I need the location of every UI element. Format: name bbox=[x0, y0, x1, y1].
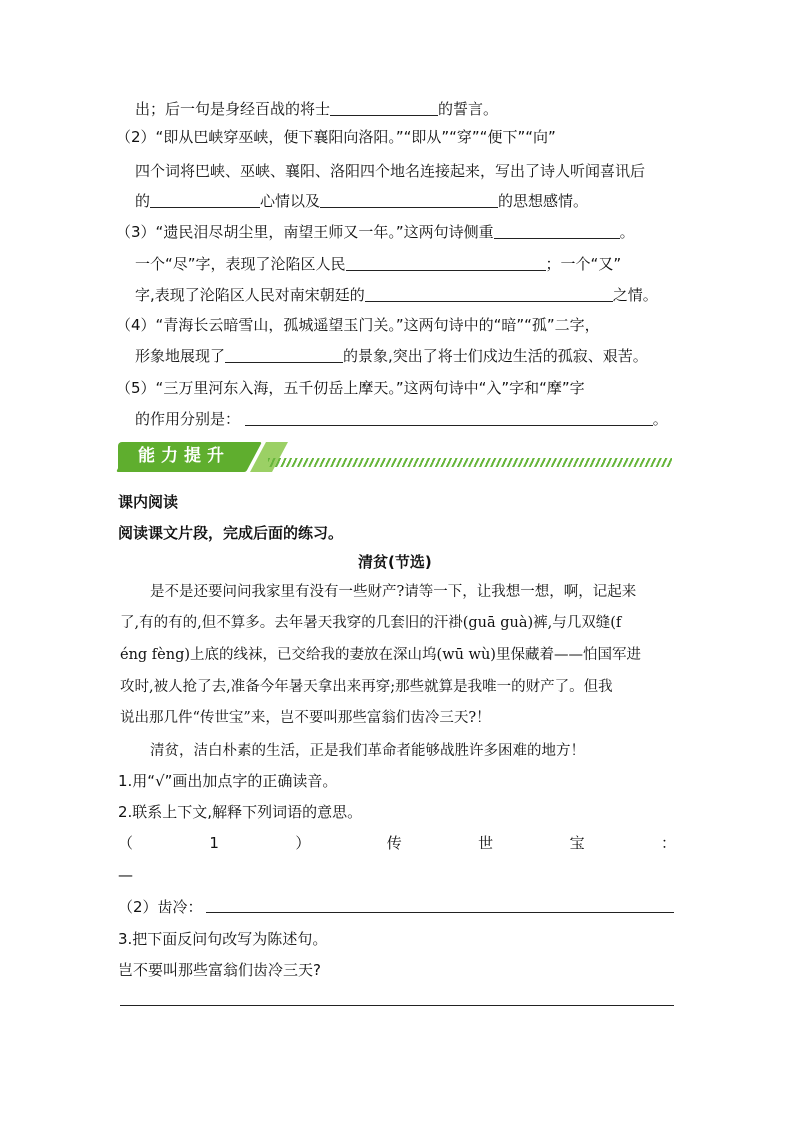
q2-line1: （2）“即从巴峡穿巫峡，便下襄阳向洛阳。”“即从”“穿”“便下”“向” bbox=[116, 128, 556, 146]
q5-line2: 的作用分别是： 。 bbox=[135, 410, 668, 428]
banner-hatch-decoration bbox=[268, 458, 672, 467]
passage-line: 攻时,被人抢了去,准备今年暑天拿出来再穿;那些就算是我唯一的财产了。但我 bbox=[120, 679, 613, 695]
exercise-2: 2.联系上下文,解释下列词语的意思。 bbox=[118, 803, 363, 821]
q3-line3: 字,表现了沦陷区人民对南宋朝廷的 之情。 bbox=[135, 286, 658, 304]
reading-section-heading: 课内阅读 bbox=[118, 493, 179, 511]
q3-line1: （3）“遗民泪尽胡尘里，南望王师又一年。”这两句诗侧重 。 bbox=[116, 223, 635, 241]
exercise-2-2: （2）齿冷： bbox=[118, 898, 203, 916]
passage-title: 清贫(节选) bbox=[358, 553, 432, 571]
exercise-3: 3.把下面反问句改写为陈述句。 bbox=[118, 930, 328, 948]
answer-blank[interactable] bbox=[320, 191, 498, 208]
answer-blank[interactable] bbox=[365, 285, 613, 302]
answer-blank[interactable] bbox=[494, 222, 620, 239]
answer-line[interactable] bbox=[206, 912, 674, 913]
passage-line: 了,有的有的,但不算多。去年暑天我穿的几套旧的汗褂(guā guà)裤,与几双缝(f bbox=[120, 615, 622, 631]
answer-blank[interactable] bbox=[245, 409, 653, 426]
section-title: 能力提升 bbox=[138, 446, 230, 466]
answer-blank[interactable] bbox=[346, 254, 546, 271]
answer-blank[interactable] bbox=[225, 346, 343, 363]
exercise-2-1-line: （ 1 ） 传 世 宝 ： bbox=[118, 834, 676, 852]
passage-line: 是不是还要问问我家里有没有一些财产?请等一下，让我想一想，啊，记起来 bbox=[150, 584, 637, 600]
q3-line2: 一个“尽”字，表现了沦陷区人民 ；一个“又” bbox=[135, 255, 622, 273]
passage-line: éng fèng)上底的线袜，已交给我的妻放在深山坞(wū wù)里保藏着——怕国军进 bbox=[120, 647, 641, 663]
q2-line2: 四个词将巴峡、巫峡、襄阳、洛阳四个地名连接起来，写出了诗人听闻喜讯后 bbox=[135, 162, 646, 180]
passage-line: 清贫，洁白朴素的生活，正是我们革命者能够战胜许多困难的地方！ bbox=[150, 743, 585, 759]
answer-line[interactable] bbox=[120, 1005, 674, 1006]
q-prev-line: 出；后一句是身经百战的将士 的誓言。 bbox=[135, 100, 499, 118]
q4-line1: （4）“青海长云暗雪山，孤城遥望玉门关。”这两句诗中的“暗”“孤”二字， bbox=[116, 316, 600, 334]
answer-blank[interactable] bbox=[150, 191, 260, 208]
exercise-1: 1.用“√”画出加点字的正确读音。 bbox=[118, 772, 338, 790]
q5-line1: （5）“三万里河东入海，五千仞岳上摩天。”这两句诗中“入”字和“摩”字 bbox=[116, 379, 585, 397]
q4-line2: 形象地展现了 的景象,突出了将士们戍边生活的孤寂、艰苦。 bbox=[135, 347, 648, 365]
section-banner bbox=[118, 438, 678, 472]
exercise-2-1-tail: — bbox=[118, 866, 133, 884]
reading-instruction: 阅读课文片段，完成后面的练习。 bbox=[118, 524, 344, 542]
q2-line3: 的 心情以及 的思想感情。 bbox=[135, 192, 589, 210]
exercise-3-question: 岂不要叫那些富翁们齿冷三天? bbox=[118, 961, 321, 979]
passage-line: 说出那几件“传世宝”来，岂不要叫那些富翁们齿冷三天?！ bbox=[120, 710, 491, 726]
answer-blank[interactable] bbox=[330, 99, 438, 116]
